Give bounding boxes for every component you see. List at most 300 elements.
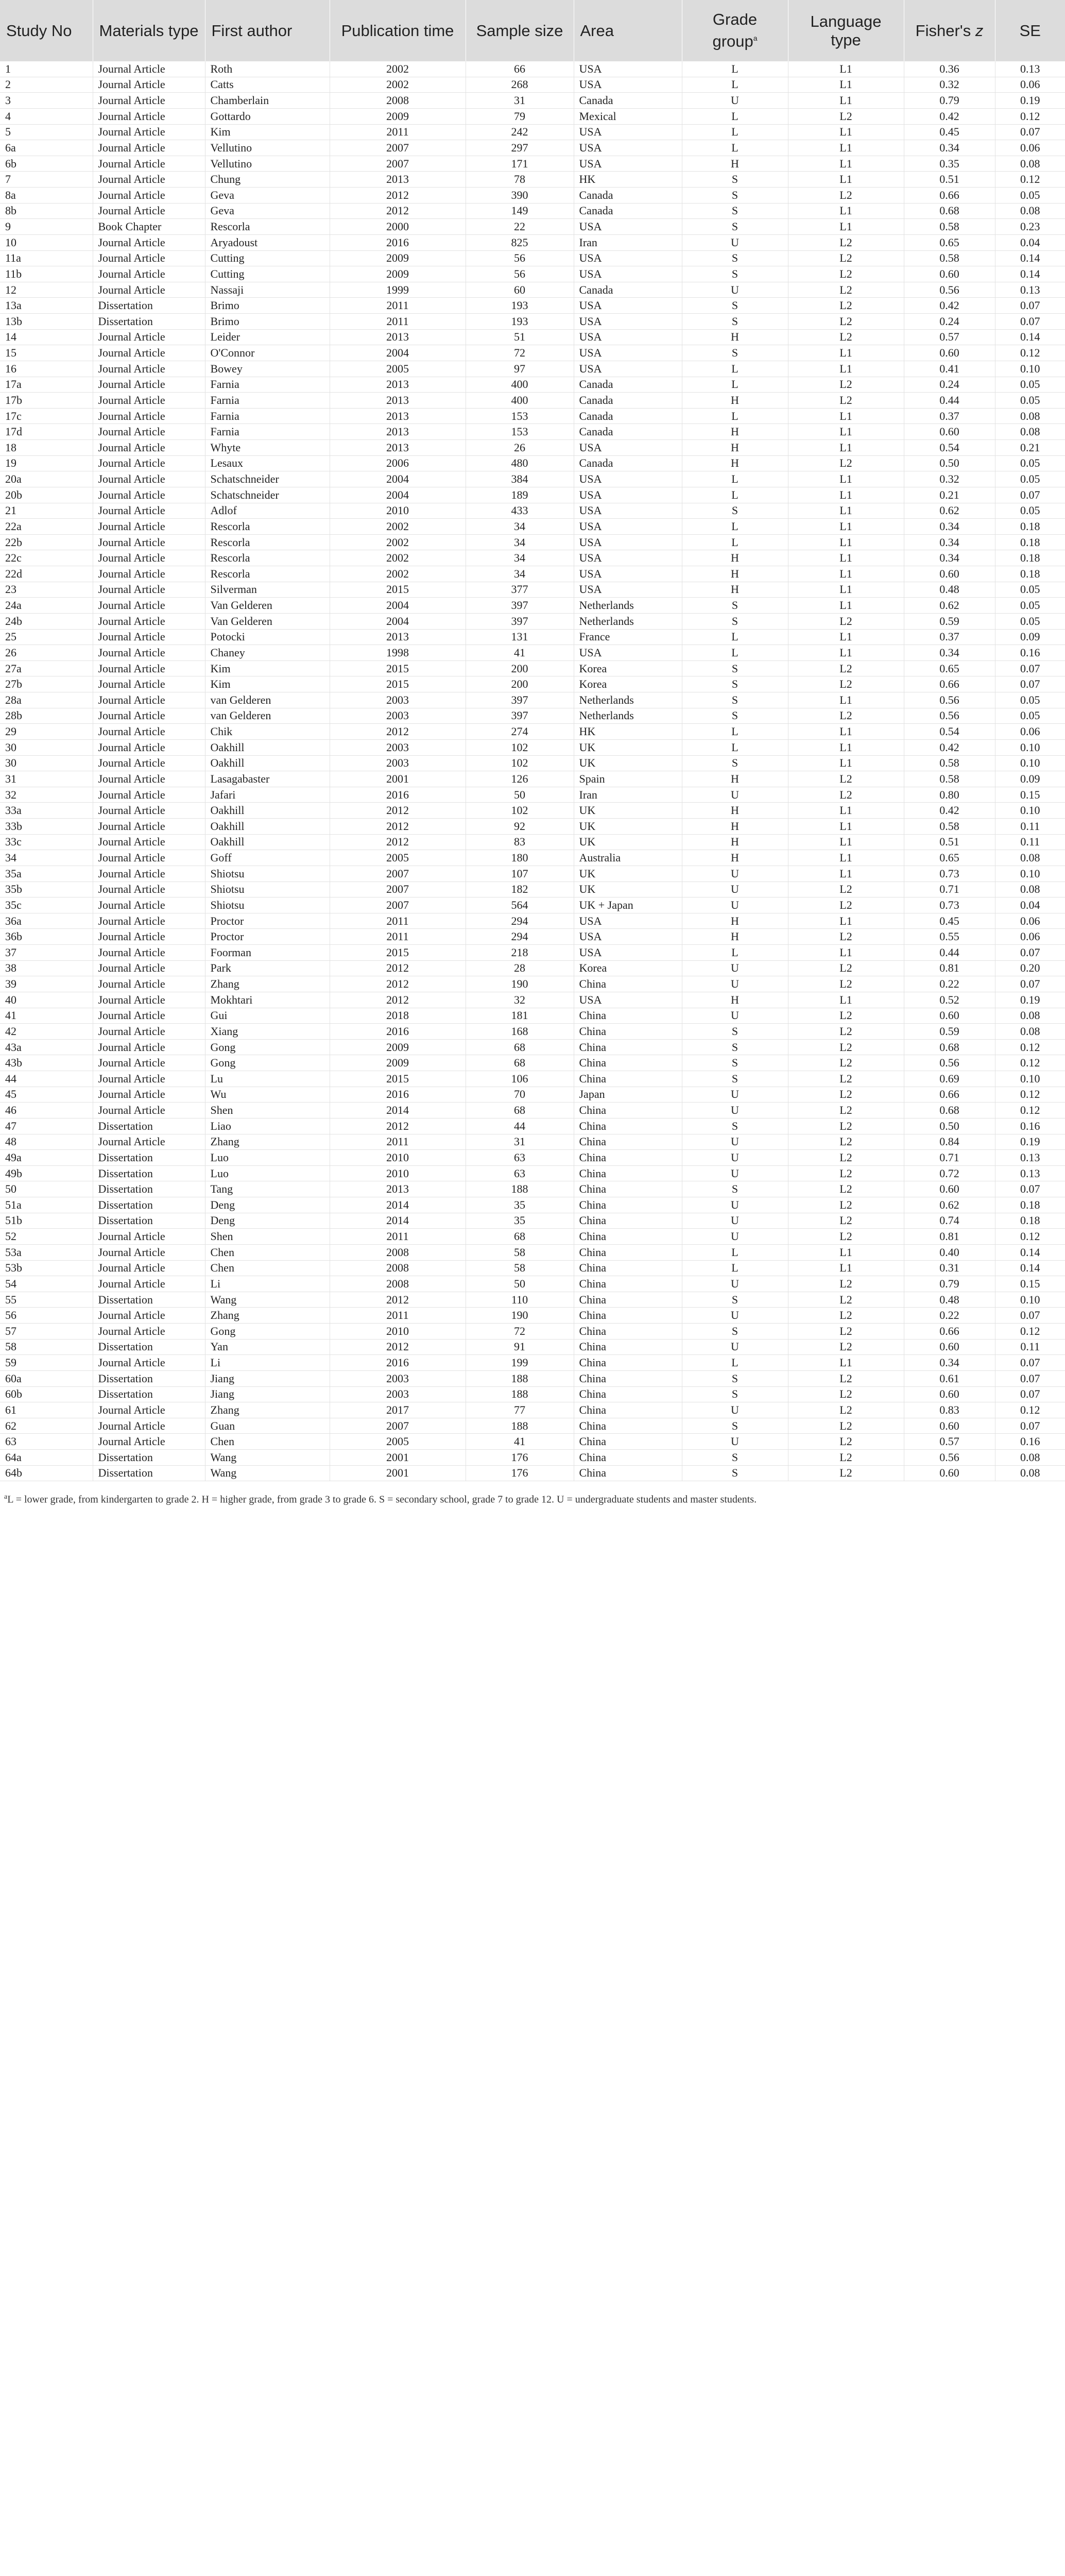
table-row (0, 455, 1065, 471)
cell-language-type: L2 (788, 1055, 904, 1071)
cell-area: China (574, 1134, 682, 1150)
cell-study-no: 36a (0, 913, 93, 929)
cell-sample-size: 78 (466, 172, 574, 188)
cell-materials-type: Book Chapter (93, 219, 205, 235)
cell-study-no: 53a (0, 1244, 93, 1260)
cell-se: 0.14 (995, 329, 1065, 345)
cell-materials-type: Journal Article (93, 203, 205, 219)
table-row (0, 945, 1065, 961)
cell-study-no: 43a (0, 1039, 93, 1055)
cell-area: UK + Japan (574, 897, 682, 913)
cell-study-no: 44 (0, 1071, 93, 1087)
cell-sample-size: 397 (466, 708, 574, 724)
cell-sample-size: 294 (466, 929, 574, 945)
cell-sample-size: 384 (466, 471, 574, 487)
cell-area: China (574, 1292, 682, 1308)
cell-fishers-z: 0.74 (904, 1213, 995, 1229)
cell-language-type: L2 (788, 1276, 904, 1292)
cell-language-type: L2 (788, 1150, 904, 1166)
table-row (0, 156, 1065, 172)
cell-publication-time: 2015 (330, 660, 466, 676)
cell-grade-group: L (682, 108, 788, 124)
cell-sample-size: 66 (466, 61, 574, 77)
cell-materials-type: Journal Article (93, 77, 205, 93)
cell-grade-group: U (682, 1008, 788, 1024)
cell-fishers-z: 0.22 (904, 976, 995, 992)
table-row (0, 298, 1065, 314)
cell-publication-time: 2008 (330, 1244, 466, 1260)
cell-area: USA (574, 645, 682, 661)
table-row (0, 1008, 1065, 1024)
cell-fishers-z: 0.44 (904, 945, 995, 961)
cell-se: 0.07 (995, 1370, 1065, 1386)
cell-materials-type: Journal Article (93, 882, 205, 897)
cell-se: 0.10 (995, 866, 1065, 882)
cell-first-author: Bowey (205, 361, 330, 377)
cell-materials-type: Journal Article (93, 724, 205, 740)
cell-language-type: L1 (788, 140, 904, 156)
cell-sample-size: 106 (466, 1071, 574, 1087)
cell-grade-group: S (682, 1386, 788, 1402)
table-row (0, 266, 1065, 282)
cell-first-author: Liao (205, 1118, 330, 1134)
header-sample-size: Sample size (466, 0, 574, 61)
cell-grade-group: L (682, 377, 788, 393)
cell-fishers-z: 0.56 (904, 692, 995, 708)
table-row (0, 1292, 1065, 1308)
cell-fishers-z: 0.34 (904, 1355, 995, 1371)
cell-first-author: Wang (205, 1292, 330, 1308)
table-row (0, 660, 1065, 676)
cell-study-no: 4 (0, 108, 93, 124)
cell-fishers-z: 0.56 (904, 282, 995, 298)
cell-fishers-z: 0.69 (904, 1071, 995, 1087)
cell-area: Netherlands (574, 708, 682, 724)
cell-grade-group: H (682, 393, 788, 409)
cell-sample-size: 182 (466, 882, 574, 897)
cell-language-type: L1 (788, 692, 904, 708)
cell-language-type: L2 (788, 882, 904, 897)
cell-se: 0.14 (995, 266, 1065, 282)
cell-study-no: 55 (0, 1292, 93, 1308)
cell-first-author: Xiang (205, 1024, 330, 1040)
cell-language-type: L1 (788, 1244, 904, 1260)
cell-se: 0.12 (995, 1039, 1065, 1055)
cell-se: 0.12 (995, 108, 1065, 124)
cell-materials-type: Journal Article (93, 598, 205, 614)
cell-publication-time: 2012 (330, 1339, 466, 1355)
cell-first-author: van Gelderen (205, 708, 330, 724)
cell-area: China (574, 1355, 682, 1371)
cell-materials-type: Journal Article (93, 1103, 205, 1118)
cell-publication-time: 2009 (330, 266, 466, 282)
cell-grade-group: S (682, 755, 788, 771)
cell-sample-size: 107 (466, 866, 574, 882)
header-grade-group-label: Grade group (712, 10, 758, 50)
cell-study-no: 35c (0, 897, 93, 913)
cell-sample-size: 168 (466, 1024, 574, 1040)
cell-first-author: Rescorla (205, 534, 330, 550)
cell-grade-group: U (682, 787, 788, 803)
cell-language-type: L2 (788, 1134, 904, 1150)
cell-se: 0.14 (995, 1260, 1065, 1276)
cell-study-no: 37 (0, 945, 93, 961)
cell-sample-size: 34 (466, 566, 574, 582)
cell-area: Iran (574, 234, 682, 250)
cell-grade-group: S (682, 219, 788, 235)
cell-first-author: Adlof (205, 503, 330, 519)
cell-materials-type: Journal Article (93, 976, 205, 992)
cell-study-no: 31 (0, 771, 93, 787)
cell-study-no: 5 (0, 124, 93, 140)
cell-fishers-z: 0.65 (904, 850, 995, 866)
cell-publication-time: 2010 (330, 503, 466, 519)
cell-study-no: 56 (0, 1308, 93, 1324)
table-row (0, 282, 1065, 298)
cell-se: 0.06 (995, 913, 1065, 929)
cell-grade-group: U (682, 1276, 788, 1292)
cell-se: 0.05 (995, 188, 1065, 204)
cell-se: 0.09 (995, 771, 1065, 787)
cell-fishers-z: 0.51 (904, 172, 995, 188)
cell-language-type: L1 (788, 440, 904, 456)
cell-first-author: Oakhill (205, 739, 330, 755)
cell-grade-group: S (682, 1024, 788, 1040)
cell-publication-time: 1998 (330, 645, 466, 661)
cell-fishers-z: 0.41 (904, 361, 995, 377)
cell-materials-type: Journal Article (93, 582, 205, 598)
cell-se: 0.07 (995, 487, 1065, 503)
cell-language-type: L1 (788, 945, 904, 961)
cell-area: China (574, 1213, 682, 1229)
cell-fishers-z: 0.68 (904, 203, 995, 219)
cell-sample-size: 193 (466, 298, 574, 314)
cell-se: 0.08 (995, 850, 1065, 866)
table-row (0, 992, 1065, 1008)
cell-materials-type: Journal Article (93, 440, 205, 456)
table-row (0, 771, 1065, 787)
cell-fishers-z: 0.60 (904, 345, 995, 361)
cell-grade-group: H (682, 929, 788, 945)
cell-materials-type: Journal Article (93, 188, 205, 204)
cell-language-type: L2 (788, 314, 904, 330)
cell-materials-type: Journal Article (93, 613, 205, 629)
cell-materials-type: Dissertation (93, 1118, 205, 1134)
cell-materials-type: Journal Article (93, 692, 205, 708)
cell-sample-size: 72 (466, 345, 574, 361)
table-row (0, 1324, 1065, 1340)
cell-first-author: Oakhill (205, 834, 330, 850)
cell-first-author: Lasagabaster (205, 771, 330, 787)
cell-sample-size: 68 (466, 1229, 574, 1245)
cell-study-no: 54 (0, 1276, 93, 1292)
cell-fishers-z: 0.42 (904, 739, 995, 755)
cell-study-no: 57 (0, 1324, 93, 1340)
cell-first-author: Lesaux (205, 455, 330, 471)
cell-materials-type: Journal Article (93, 93, 205, 109)
cell-se: 0.10 (995, 739, 1065, 755)
cell-language-type: L1 (788, 566, 904, 582)
cell-area: Canada (574, 93, 682, 109)
cell-area: Canada (574, 408, 682, 424)
cell-materials-type: Journal Article (93, 629, 205, 645)
table-row (0, 377, 1065, 393)
cell-se: 0.05 (995, 503, 1065, 519)
cell-publication-time: 2012 (330, 803, 466, 819)
cell-area: USA (574, 913, 682, 929)
cell-materials-type: Journal Article (93, 819, 205, 835)
cell-publication-time: 2011 (330, 314, 466, 330)
cell-grade-group: U (682, 1339, 788, 1355)
cell-publication-time: 2002 (330, 566, 466, 582)
cell-se: 0.10 (995, 361, 1065, 377)
cell-materials-type: Dissertation (93, 1370, 205, 1386)
cell-se: 0.13 (995, 1150, 1065, 1166)
cell-area: Canada (574, 424, 682, 440)
cell-grade-group: H (682, 156, 788, 172)
header-language-type: Language type (788, 0, 904, 61)
table-row (0, 1308, 1065, 1324)
cell-fishers-z: 0.81 (904, 1229, 995, 1245)
cell-se: 0.14 (995, 250, 1065, 266)
table-row (0, 77, 1065, 93)
cell-materials-type: Journal Article (93, 1024, 205, 1040)
cell-grade-group: S (682, 298, 788, 314)
cell-first-author: Chen (205, 1260, 330, 1276)
cell-materials-type: Journal Article (93, 1087, 205, 1103)
cell-grade-group: L (682, 1355, 788, 1371)
cell-sample-size: 34 (466, 519, 574, 535)
cell-first-author: Kim (205, 660, 330, 676)
cell-publication-time: 2003 (330, 739, 466, 755)
cell-fishers-z: 0.24 (904, 377, 995, 393)
cell-area: USA (574, 219, 682, 235)
cell-sample-size: 294 (466, 913, 574, 929)
cell-materials-type: Journal Article (93, 234, 205, 250)
cell-publication-time: 2002 (330, 534, 466, 550)
cell-materials-type: Journal Article (93, 1418, 205, 1434)
cell-language-type: L1 (788, 755, 904, 771)
cell-first-author: Kim (205, 124, 330, 140)
cell-sample-size: 41 (466, 645, 574, 661)
table-footnote (0, 1481, 1065, 1506)
cell-first-author: Deng (205, 1197, 330, 1213)
cell-se: 0.07 (995, 945, 1065, 961)
cell-sample-size: 199 (466, 1355, 574, 1371)
table-row (0, 393, 1065, 409)
table-row (0, 1386, 1065, 1402)
table-row (0, 108, 1065, 124)
cell-first-author: Shiotsu (205, 897, 330, 913)
cell-fishers-z: 0.24 (904, 314, 995, 330)
cell-area: HK (574, 724, 682, 740)
cell-grade-group: S (682, 1055, 788, 1071)
cell-language-type: L1 (788, 819, 904, 835)
cell-materials-type: Journal Article (93, 1434, 205, 1450)
cell-se: 0.18 (995, 566, 1065, 582)
cell-sample-size: 200 (466, 660, 574, 676)
cell-language-type: L2 (788, 1197, 904, 1213)
cell-publication-time: 2011 (330, 1308, 466, 1324)
cell-first-author: Gong (205, 1039, 330, 1055)
cell-materials-type: Journal Article (93, 866, 205, 882)
cell-publication-time: 2012 (330, 834, 466, 850)
cell-publication-time: 2006 (330, 455, 466, 471)
cell-language-type: L2 (788, 787, 904, 803)
cell-fishers-z: 0.35 (904, 156, 995, 172)
cell-study-no: 35a (0, 866, 93, 882)
cell-fishers-z: 0.56 (904, 1450, 995, 1466)
cell-study-no: 11a (0, 250, 93, 266)
table-row (0, 503, 1065, 519)
cell-materials-type: Journal Article (93, 1402, 205, 1418)
cell-first-author: Gong (205, 1324, 330, 1340)
cell-grade-group: H (682, 329, 788, 345)
cell-grade-group: L (682, 471, 788, 487)
cell-language-type: L2 (788, 1465, 904, 1481)
cell-grade-group: L (682, 724, 788, 740)
cell-grade-group: S (682, 613, 788, 629)
cell-sample-size: 153 (466, 424, 574, 440)
cell-first-author: Aryadoust (205, 234, 330, 250)
cell-sample-size: 176 (466, 1450, 574, 1466)
cell-sample-size: 190 (466, 1308, 574, 1324)
cell-first-author: Cutting (205, 250, 330, 266)
cell-area: China (574, 1118, 682, 1134)
cell-first-author: Catts (205, 77, 330, 93)
cell-first-author: Schatschneider (205, 487, 330, 503)
cell-first-author: Roth (205, 61, 330, 77)
cell-study-no: 17b (0, 393, 93, 409)
cell-area: HK (574, 172, 682, 188)
cell-materials-type: Journal Article (93, 487, 205, 503)
cell-publication-time: 2008 (330, 1276, 466, 1292)
cell-publication-time: 2009 (330, 108, 466, 124)
cell-language-type: L1 (788, 850, 904, 866)
cell-materials-type: Journal Article (93, 1008, 205, 1024)
cell-first-author: Wang (205, 1465, 330, 1481)
cell-fishers-z: 0.79 (904, 1276, 995, 1292)
cell-language-type: L2 (788, 1434, 904, 1450)
cell-se: 0.10 (995, 755, 1065, 771)
cell-publication-time: 2001 (330, 771, 466, 787)
cell-se: 0.06 (995, 929, 1065, 945)
table-row (0, 976, 1065, 992)
cell-language-type: L1 (788, 803, 904, 819)
cell-area: USA (574, 945, 682, 961)
cell-area: Iran (574, 787, 682, 803)
cell-area: China (574, 1039, 682, 1055)
table-row (0, 424, 1065, 440)
cell-first-author: Jafari (205, 787, 330, 803)
cell-se: 0.13 (995, 61, 1065, 77)
cell-fishers-z: 0.40 (904, 1244, 995, 1260)
cell-study-no: 40 (0, 992, 93, 1008)
cell-first-author: Kim (205, 676, 330, 692)
cell-area: USA (574, 329, 682, 345)
cell-language-type: L1 (788, 361, 904, 377)
cell-publication-time: 2013 (330, 172, 466, 188)
cell-materials-type: Journal Article (93, 897, 205, 913)
cell-area: China (574, 1339, 682, 1355)
cell-area: USA (574, 566, 682, 582)
cell-study-no: 35b (0, 882, 93, 897)
cell-publication-time: 2011 (330, 1134, 466, 1150)
cell-se: 0.10 (995, 1292, 1065, 1308)
cell-language-type: L2 (788, 1324, 904, 1340)
cell-language-type: L1 (788, 61, 904, 77)
cell-language-type: L2 (788, 1292, 904, 1308)
cell-sample-size: 268 (466, 77, 574, 93)
cell-fishers-z: 0.57 (904, 329, 995, 345)
cell-study-no: 64a (0, 1450, 93, 1466)
cell-study-no: 22c (0, 550, 93, 566)
cell-area: USA (574, 929, 682, 945)
cell-language-type: L2 (788, 250, 904, 266)
cell-publication-time: 2011 (330, 913, 466, 929)
cell-publication-time: 2014 (330, 1103, 466, 1118)
cell-grade-group: U (682, 234, 788, 250)
cell-grade-group: H (682, 992, 788, 1008)
cell-publication-time: 2009 (330, 250, 466, 266)
cell-publication-time: 2003 (330, 1370, 466, 1386)
cell-materials-type: Journal Article (93, 503, 205, 519)
cell-language-type: L2 (788, 188, 904, 204)
cell-language-type: L2 (788, 1024, 904, 1040)
cell-se: 0.12 (995, 172, 1065, 188)
cell-fishers-z: 0.56 (904, 708, 995, 724)
cell-area: China (574, 1244, 682, 1260)
cell-language-type: L2 (788, 1450, 904, 1466)
cell-materials-type: Journal Article (93, 960, 205, 976)
cell-sample-size: 189 (466, 487, 574, 503)
cell-first-author: Chamberlain (205, 93, 330, 109)
cell-first-author: Mokhtari (205, 992, 330, 1008)
cell-first-author: Luo (205, 1165, 330, 1181)
cell-study-no: 29 (0, 724, 93, 740)
cell-sample-size: 564 (466, 897, 574, 913)
cell-sample-size: 102 (466, 803, 574, 819)
cell-sample-size: 56 (466, 250, 574, 266)
cell-grade-group: U (682, 960, 788, 976)
cell-fishers-z: 0.65 (904, 660, 995, 676)
cell-grade-group: U (682, 1308, 788, 1324)
cell-materials-type: Dissertation (93, 314, 205, 330)
cell-publication-time: 2016 (330, 787, 466, 803)
cell-materials-type: Journal Article (93, 377, 205, 393)
cell-publication-time: 2010 (330, 1324, 466, 1340)
cell-area: China (574, 1055, 682, 1071)
cell-publication-time: 2012 (330, 819, 466, 835)
cell-sample-size: 102 (466, 739, 574, 755)
cell-first-author: Chung (205, 172, 330, 188)
cell-se: 0.08 (995, 1008, 1065, 1024)
cell-first-author: Proctor (205, 913, 330, 929)
table-row (0, 913, 1065, 929)
table-row (0, 739, 1065, 755)
cell-grade-group: L (682, 361, 788, 377)
cell-publication-time: 2016 (330, 1087, 466, 1103)
cell-first-author: Yan (205, 1339, 330, 1355)
cell-fishers-z: 0.72 (904, 1165, 995, 1181)
table-row (0, 329, 1065, 345)
cell-area: China (574, 1402, 682, 1418)
cell-area: USA (574, 361, 682, 377)
cell-fishers-z: 0.62 (904, 1197, 995, 1213)
cell-publication-time: 2012 (330, 960, 466, 976)
cell-grade-group: S (682, 1039, 788, 1055)
cell-area: China (574, 1229, 682, 1245)
